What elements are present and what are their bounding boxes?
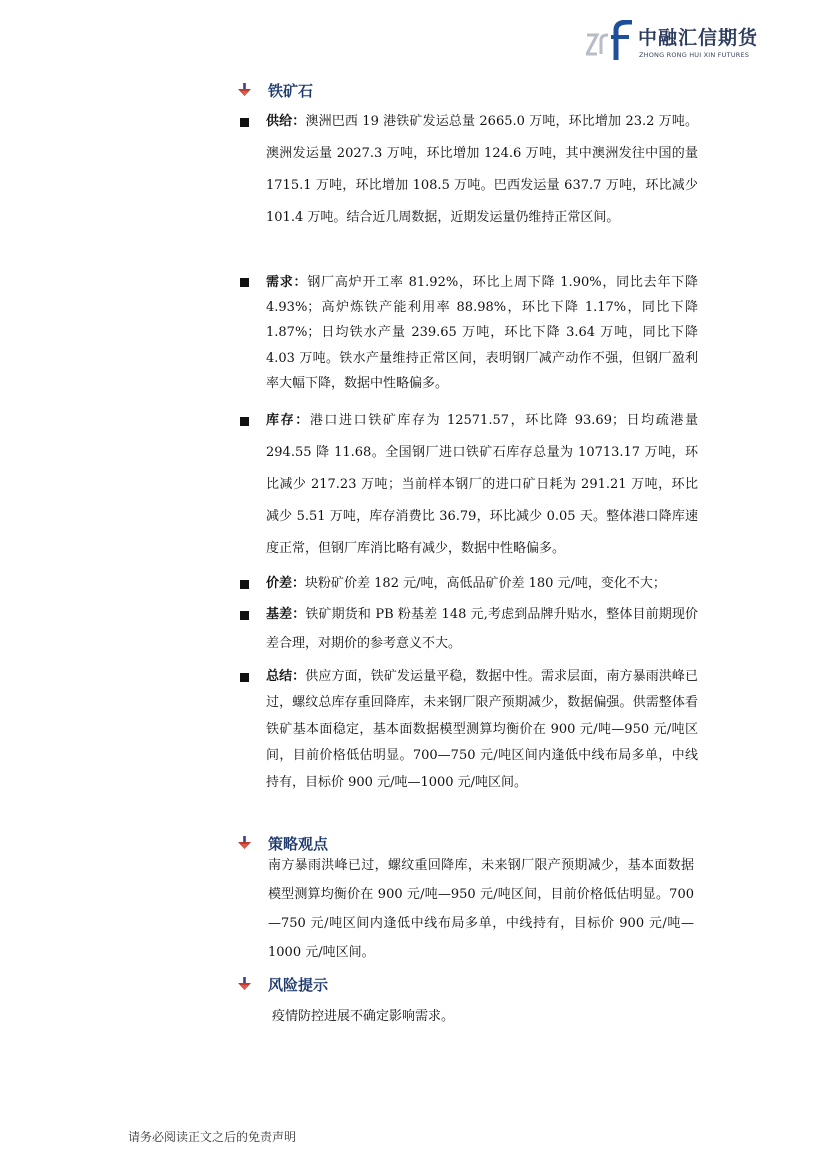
- supply-text: 澳洲巴西 19 港铁矿发运总量 2665.0 万吨，环比增加 23.2 万吨。澳洲发运量 2027.3 万吨，环比增加 124.6 万吨，其中澳洲发往中国的量 1715.1 万吨，环比增加 108.5 万吨。巴西发运量 637.7 万吨，环比减少 101.4 万吨。结合近几周数据，近期发运量仍维持正常区间。: [266, 114, 698, 225]
- demand-label: 需求：: [266, 275, 308, 290]
- section-title: 策略观点: [268, 835, 329, 853]
- zrf-logo-mark-icon: [586, 20, 634, 60]
- basis-paragraph: [266, 600, 698, 658]
- arrow-marker-icon: [238, 83, 252, 97]
- demand-paragraph: [266, 270, 698, 396]
- inventory-paragraph: [266, 405, 698, 565]
- arrow-marker-icon: [238, 977, 252, 991]
- basis-text: 铁矿期货和 PB 粉基差 148 元,考虑到品牌升贴水，整体目前期现价差合理，对期价的参考意义不大。: [266, 607, 698, 651]
- square-bullet-icon: [240, 417, 249, 426]
- summary-text: 供应方面，铁矿发运量平稳，数据中性。需求层面，南方暴雨洪峰已过，螺纹总库存重回降库，未来钢厂限产预期减少，数据偏强。供需整体看铁矿基本面稳定，基本面数据模型测算均衡价在 900 元/吨—950 元/吨区间，目前价格低估明显。700—750 元/吨区间内逢低中线布局多单，中线持有，目标价 900 元/吨—1000 元/吨区间。: [266, 669, 698, 790]
- spread-text: 块粉矿价差 182 元/吨，高低品矿价差 180 元/吨，变化不大；: [305, 576, 666, 591]
- section-title: 铁矿石: [268, 82, 314, 100]
- brand-name-cn: 中融汇信期货: [638, 27, 759, 49]
- brand-name-en: ZHONG RONG HUI XIN FUTURES: [639, 51, 750, 59]
- inventory-text: 港口进口铁矿库存为 12571.57，环比降 93.69；日均疏港量 294.55 降 11.68。全国钢厂进口铁矿石库存总量为 10713.17 万吨，环比减少 217.23 万吨；当前样本钢厂的进口矿日耗为 291.21 万吨，环比减少 5.51 万吨，库存消费比 36.79，环比减少 0.05 天。整体港口降库速度正常，但钢厂库消比略有减少，数据中性略偏多。: [266, 413, 698, 556]
- summary-paragraph: [266, 664, 698, 796]
- supply-label: 供给：: [266, 114, 306, 129]
- section-heading-iron-ore: [238, 80, 538, 102]
- strategy-paragraph: 南方暴雨洪峰已过，螺纹重回降库，未来钢厂限产预期减少，基本面数据模型测算均衡价在 900 元/吨—950 元/吨区间，目前价格低估明显。700—750 元/吨区间内逢低中线布局多单，中线持有，目标价 900 元/吨—1000 元/吨区间。: [268, 858, 694, 960]
- square-bullet-icon: [240, 118, 249, 127]
- section-heading-risk: [238, 974, 538, 996]
- square-bullet-icon: [240, 580, 249, 589]
- demand-text: 钢厂高炉开工率 81.92%，环比上周下降 1.90%，同比去年下降 4.93%；高炉炼铁产能利用率 88.98%，环比下降 1.17%，同比下降 1.87%；日均铁水产量 239.65 万吨，环比下降 3.64 万吨，同比下降 4.03 万吨。铁水产量维持正常区间，表明钢厂减产动作不强，但钢厂盈利率大幅下降，数据中性略偏多。: [266, 275, 698, 391]
- square-bullet-icon: [240, 611, 249, 620]
- arrow-marker-icon: [238, 836, 252, 850]
- spread-paragraph: [266, 569, 698, 598]
- risk-paragraph: 疫情防控进展不确定影响需求。: [272, 1009, 455, 1024]
- square-bullet-icon: [240, 278, 249, 287]
- supply-paragraph: [266, 106, 698, 234]
- spread-label: 价差：: [266, 576, 306, 591]
- footer-disclaimer: 请务必阅读正文之后的免责声明: [128, 1130, 297, 1144]
- section-title: 风险提示: [268, 976, 329, 994]
- basis-label: 基差：: [266, 607, 306, 622]
- summary-label: 总结：: [266, 669, 306, 684]
- square-bullet-icon: [240, 673, 249, 682]
- inventory-label: 库存：: [266, 413, 310, 428]
- company-logo: [586, 18, 776, 62]
